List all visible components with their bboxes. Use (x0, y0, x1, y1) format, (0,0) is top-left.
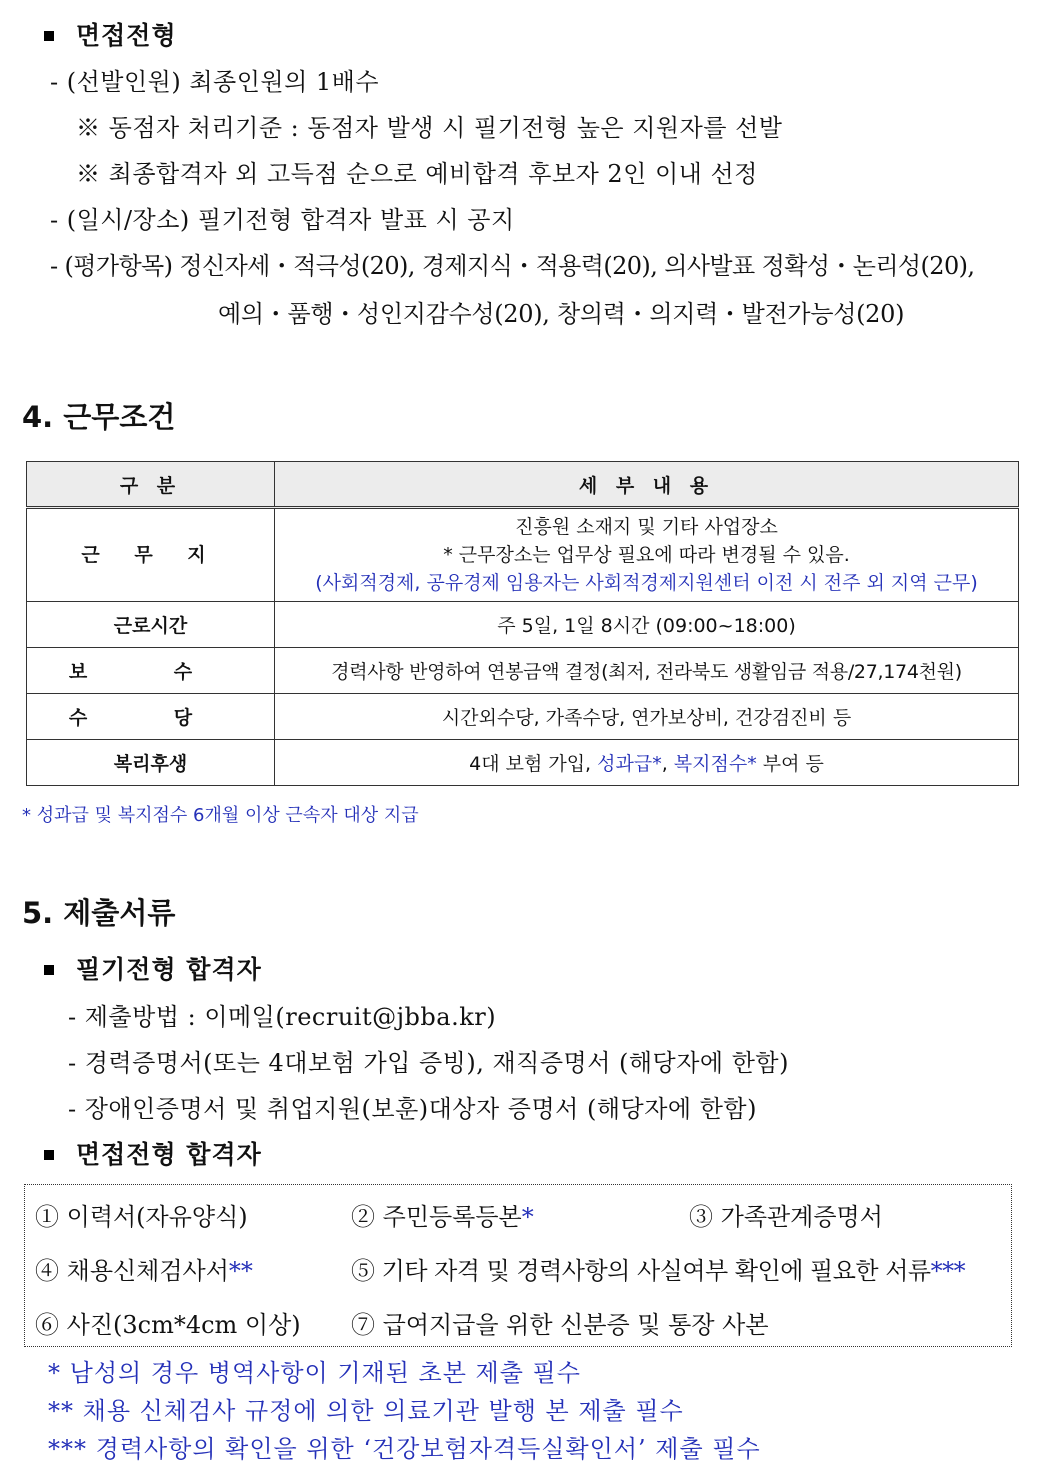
square-bullet-icon (44, 965, 54, 975)
doc-item: ③ 가족관계증명서 (689, 1203, 883, 1231)
written-item: - 경력증명서(또는 4대보험 가입 증빙), 재직증명서 (해당자에 한함) (68, 1049, 789, 1077)
interview-line: - (선발인원) 최종인원의 1배수 (50, 68, 380, 96)
written-heading: 필기전형 합격자 (44, 950, 262, 986)
doc-item: ④ 채용신체검사서** (35, 1257, 253, 1285)
interview-note: ※ 동점자 처리기준 : 동점자 발생 시 필기전형 높은 지원자를 선발 (76, 114, 783, 142)
doc-item: ⑤ 기타 자격 및 경력사항의 사실여부 확인에 필요한 서류*** (351, 1257, 966, 1285)
table-footnote: * 성과급 및 복지점수 6개월 이상 근속자 대상 지급 (22, 805, 419, 826)
work-conditions-table (26, 461, 1019, 786)
row-label: 근로시간 (27, 602, 275, 648)
row-value: 경력사항 반영하여 연봉금액 결정(최저, 전라북도 생활임금 적용/27,174천원) (275, 648, 1019, 694)
interview-pass-heading: 면접전형 합격자 (44, 1135, 262, 1171)
row-value: 주 5일, 1일 8시간 (09:00~18:00) (275, 602, 1019, 648)
table-row (27, 602, 1019, 648)
table-row (27, 648, 1019, 694)
documents-box (24, 1184, 1012, 1347)
row-label: 복리후생 (27, 740, 275, 786)
table-row (27, 740, 1019, 786)
interview-note: ※ 최종합격자 외 고득점 순으로 예비합격 후보자 2인 이내 선정 (76, 160, 758, 188)
row-value: 4대 보험 가입, 성과급*, 복지점수* 부여 등 (275, 740, 1019, 786)
table-header: 구 분 (27, 462, 275, 508)
interview-line: - (일시/장소) 필기전형 합격자 발표 시 공지 (50, 206, 515, 234)
table-header: 세 부 내 용 (275, 462, 1019, 508)
table-row (27, 508, 1019, 602)
row-value: 진흥원 소재지 및 기타 사업장소 * 근무장소는 업무상 필요에 따라 변경될 수 있음. (사회적경제, 공유경제 임용자는 사회적경제지원센터 이전 시 전주 외 지역 근무) (275, 508, 1019, 602)
written-item: - 장애인증명서 및 취업지원(보훈)대상자 증명서 (해당자에 한함) (68, 1095, 757, 1123)
interview-line-cont: 예의・품행・성인지감수성(20), 창의력・의지력・발전가능성(20) (218, 300, 905, 328)
table-row (27, 694, 1019, 740)
doc-note: * 남성의 경우 병역사항이 기재된 초본 제출 필수 (48, 1359, 581, 1387)
doc-item: ⑥ 사진(3cm*4cm 이상) (35, 1311, 301, 1339)
doc-note: *** 경력사항의 확인을 위한 ‘건강보험자격득실확인서’ 제출 필수 (48, 1435, 761, 1463)
interview-heading: 면접전형 (44, 16, 177, 52)
row-label: 보 수 (27, 648, 275, 694)
row-label: 근 무 지 (27, 508, 275, 602)
written-item: - 제출방법 : 이메일(recruit@jbba.kr) (68, 1003, 497, 1031)
interview-line: - (평가항목) 정신자세・적극성(20), 경제지식・적용력(20), 의사발표 정확성・논리성(20), (50, 252, 975, 280)
doc-item: ① 이력서(자유양식) (35, 1203, 248, 1231)
section-title: 5. 제출서류 (22, 896, 176, 930)
doc-item: ② 주민등록등본* (351, 1203, 534, 1231)
row-label: 수 당 (27, 694, 275, 740)
square-bullet-icon (44, 1150, 54, 1160)
doc-note: ** 채용 신체검사 규정에 의한 의료기관 발행 본 제출 필수 (48, 1397, 684, 1425)
row-value: 시간외수당, 가족수당, 연가보상비, 건강검진비 등 (275, 694, 1019, 740)
section-title: 4. 근무조건 (22, 400, 176, 434)
doc-item: ⑦ 급여지급을 위한 신분증 및 통장 사본 (351, 1311, 769, 1339)
square-bullet-icon (44, 31, 54, 41)
